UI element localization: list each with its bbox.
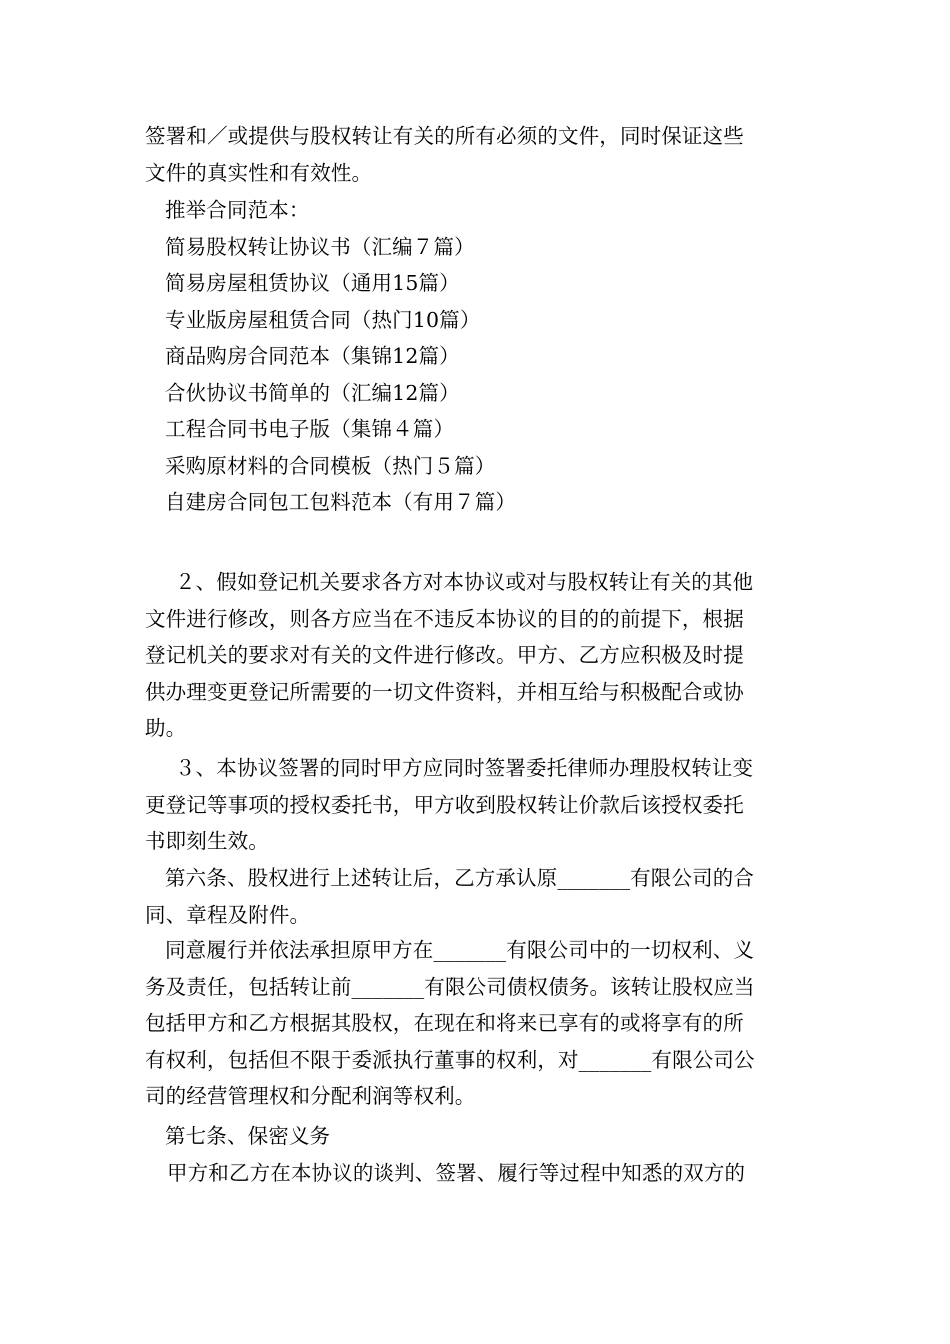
paragraph-agreement-obligations: [145, 932, 815, 1115]
text-line: 司的经营管理权和分配利润等权利。: [145, 1084, 476, 1108]
text-line: 同意履行并依法承担原甲方在_______有限公司中的一切权利、义: [165, 938, 755, 962]
template-link[interactable]: 自建房合同包工包料范本（有用７篇）: [165, 490, 517, 514]
recommend-heading: 推举合同范本：: [165, 198, 310, 222]
text-line: 书即刻生效。: [145, 829, 269, 853]
recommended-templates: [145, 192, 815, 521]
text-line: 更登记等事项的授权委托书，甲方收到股权转让价款后该授权委托: [145, 792, 744, 817]
paragraph-item-3: [145, 750, 815, 860]
template-link[interactable]: 专业版房屋租赁合同（热门10篇）: [165, 307, 481, 332]
text-line: 文件的真实性和有效性。: [145, 160, 373, 185]
text-line: 同、章程及附件。: [145, 902, 311, 927]
text-line: 助。: [145, 716, 187, 740]
template-link[interactable]: 简易股权转让协议书（汇编７篇）: [165, 234, 475, 259]
text-line: 甲方和乙方在本协议的谈判、签署、履行等过程中知悉的双方的: [167, 1160, 746, 1185]
paragraph-item-2: [145, 564, 815, 747]
text-line: 第六条、股权进行上述转让后，乙方承认原_______有限公司的合: [165, 866, 755, 890]
text-line: 供办理变更登记所需要的一切文件资料，并相互给与积极配合或协: [145, 679, 744, 704]
text-line: 有权利，包括但不限于委派执行董事的权利，对_______有限公司公: [145, 1047, 755, 1072]
text-line: 文件进行修改，则各方应当在不违反本协议的目的的前提下，根据: [145, 606, 744, 631]
text-line: 务及责任，包括转让前_______有限公司债权债务。该转让股权应当: [145, 974, 755, 999]
paragraph-signing-documents: [145, 118, 815, 191]
paragraph-article-7: [145, 1118, 815, 1191]
paragraph-article-6: [145, 860, 815, 933]
template-link[interactable]: 工程合同书电子版（集锦４篇）: [165, 417, 455, 441]
text-line: ３、本协议签署的同时甲方应同时签署委托律师办理股权转让变: [175, 756, 754, 780]
template-link[interactable]: 采购原材料的合同模板（热门５篇）: [165, 453, 496, 478]
template-link[interactable]: 商品购房合同范本（集锦12篇）: [165, 344, 460, 368]
text-line: 签署和／或提供与股权转让有关的所有必须的文件，同时保证这些: [145, 124, 744, 148]
article-7-heading: 第七条、保密义务: [165, 1124, 331, 1148]
template-link[interactable]: 简易房屋租赁协议（通用15篇）: [165, 271, 460, 295]
text-line: ２、假如登记机关要求各方对本协议或对与股权转让有关的其他: [175, 570, 754, 594]
text-line: 登记机关的要求对有关的文件进行修改。甲方、乙方应积极及时提: [145, 643, 744, 667]
text-line: 包括甲方和乙方根据其股权，在现在和将来已享有的或将享有的所: [145, 1011, 744, 1035]
template-link[interactable]: 合伙协议书简单的（汇编12篇）: [165, 380, 460, 405]
